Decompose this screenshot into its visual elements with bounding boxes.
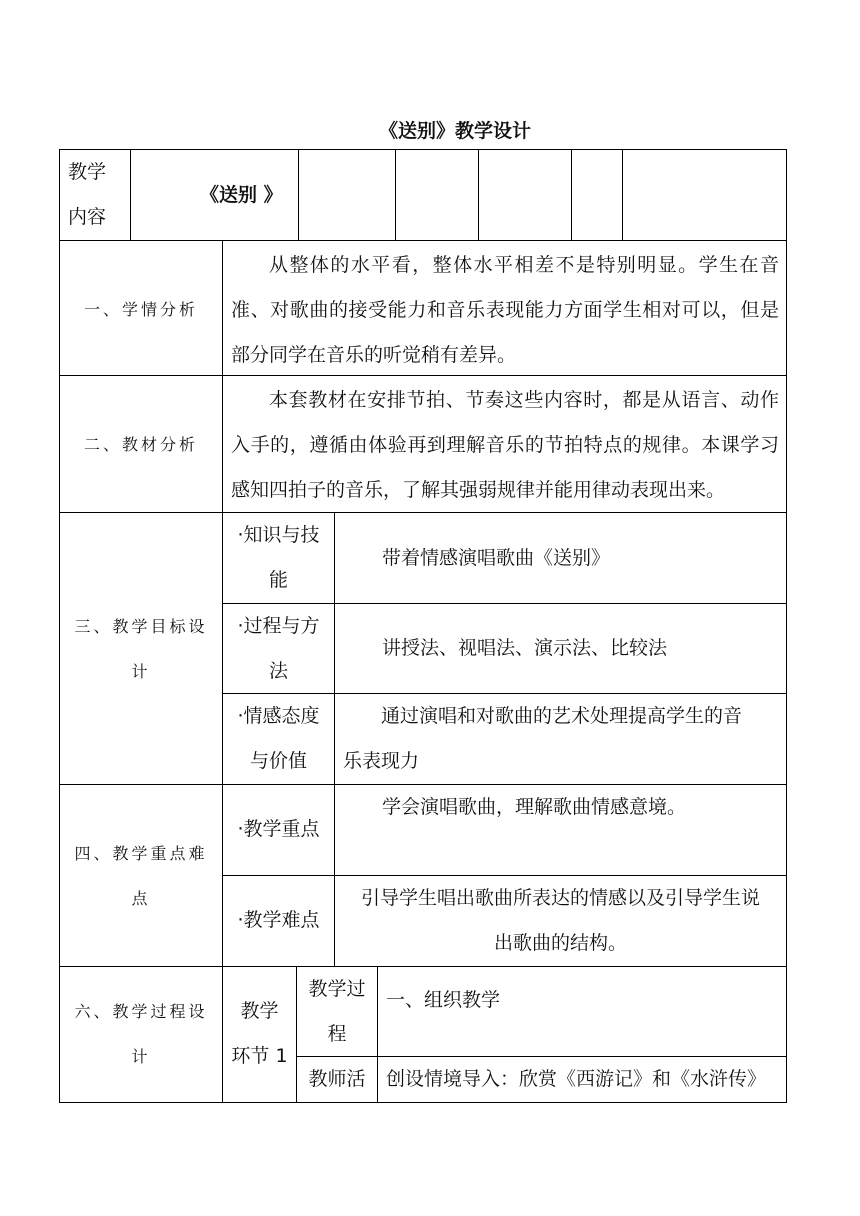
table-border-top	[59, 149, 787, 150]
table-border-bottom	[59, 1102, 787, 1103]
objective-name-knowledge: ·知识与技 能	[237, 524, 320, 591]
process-sub2-text: 创设情境导入：欣赏《西游记》和《水浒传》	[386, 1068, 767, 1090]
material-analysis-text: 本套教材在安排节拍、节奏这些内容时，都是从语言、动作入手的，遵循由体验再到理解音乐的节拍特点的规律。本课学习感知四拍子的音乐，了解其强弱规律并能用律动表现出来。	[231, 389, 779, 501]
col-divider	[395, 149, 396, 240]
key-point-text-focus: 学会演唱歌曲，理解歌曲情感意境。	[382, 796, 687, 818]
process-label: 六、教学过程设 计	[74, 1002, 208, 1066]
col-divider	[377, 966, 378, 1103]
key-point-name-difficulty: ·教学难点	[237, 909, 320, 931]
process-sub1-text: 一、组织教学	[386, 989, 501, 1011]
row-divider	[59, 240, 787, 241]
objectives-label: 三、教学目标设 计	[74, 617, 208, 681]
col-divider	[298, 149, 299, 240]
col-divider	[571, 149, 572, 240]
objective-text-knowledge: 带着情感演唱歌曲《送别》	[382, 547, 611, 569]
key-point-text-difficulty: 引导学生唱出歌曲所表达的情感以及引导学生说 出歌曲的结构。	[360, 887, 760, 954]
process-sub2-label: 教师活	[308, 1068, 366, 1090]
student-analysis-label: 一、学情分析	[83, 300, 198, 319]
col-divider	[130, 149, 131, 240]
content-label: 教学 内容	[68, 161, 107, 228]
col-divider	[478, 149, 479, 240]
objective-name-emotion: ·情感态度 与价值	[237, 705, 320, 772]
material-analysis-label: 二、教材分析	[83, 435, 198, 454]
document-title: 《送别》教学设计	[378, 120, 531, 142]
process-stage: 教学 环节 1	[231, 1000, 288, 1067]
process-sub1-label: 教学过 程	[308, 978, 366, 1045]
table-border-right	[786, 149, 787, 1103]
objective-text-process: 讲授法、视唱法、演示法、比较法	[382, 637, 668, 659]
key-points-label: 四、教学重点难 点	[74, 844, 208, 908]
student-analysis-text: 从整体的水平看，整体水平相差不是特别明显。学生在音准、对歌曲的接受能力和音乐表现能力方面学生相对可以，但是部分同学在音乐的听觉稍有差异。	[231, 254, 779, 366]
col-divider	[622, 149, 623, 240]
content-value: 《送别 》	[200, 184, 283, 206]
row-divider	[59, 966, 787, 967]
objective-text-emotion: 通过演唱和对歌曲的艺术处理提高学生的音 乐表现力	[343, 705, 743, 772]
key-point-name-focus: ·教学重点	[237, 818, 320, 840]
objective-name-process: ·过程与方 法	[237, 615, 320, 682]
